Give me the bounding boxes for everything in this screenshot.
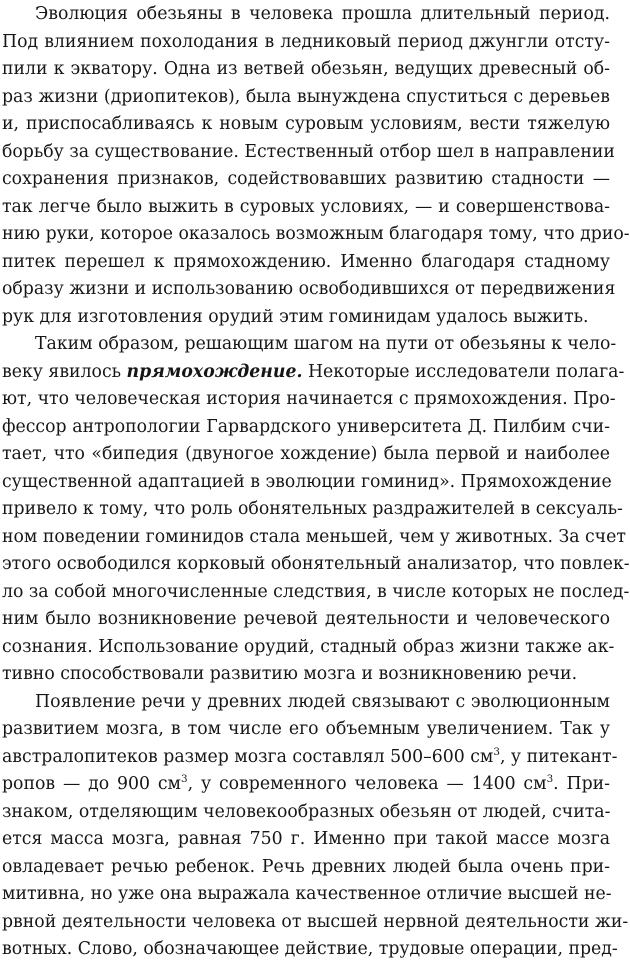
text-line: ним было возникновение речевой деятельности и человеческого <box>2 609 610 629</box>
text-line: сохранения признаков, содействовавших развитию стадности — <box>2 169 610 189</box>
text-line: ном поведении гоминидов стала меньшей, чем у животных. За счет <box>2 526 626 547</box>
text-line: Под влиянием похолодания в ледниковый период джунгли отсту- <box>2 31 610 52</box>
text-line: ется масса мозга, равная 750 г. Именно при такой массе мозга <box>2 829 610 849</box>
text-line: тивно способствовали развитию мозга и возникновению речи. <box>2 664 578 684</box>
text-line: и, приспосабливаясь к новым суровым условиям, вести тяжелую <box>2 114 610 134</box>
text-line: митивна, но уже она выражала качественное отличие высшей не- <box>2 884 612 904</box>
text-line: раз жизни (дриопитеков), была вынуждена спуститься с деревьев <box>2 86 610 107</box>
text-line: знаком, отделяющим человекообразных обезьян от людей, счита- <box>2 801 611 822</box>
text-line: сознания. Использование орудий, стадный образ жизни также ак- <box>2 636 615 657</box>
text-line: тает, что «бипедия (двуногое хождение) была первой и наиболее <box>2 444 610 464</box>
text-line: овладевает речью ребенок. Речь древних людей была очень при- <box>2 856 610 877</box>
text-line: Эволюция обезьяны в человека прошла длительный период. <box>35 4 610 24</box>
emphasized-term: прямохождение. <box>126 361 303 382</box>
text-line: Появление речи у древних людей связывают с эволюционным <box>35 691 610 712</box>
text-line: рук для изготовления орудий этим гоминидам удалось выжить. <box>2 306 589 327</box>
text-line: вотных. Слово, обозначающее действие, трудовые операции, пред- <box>2 939 618 959</box>
text-line: существенной адаптацией в эволюции гоминид». Прямохождение <box>2 471 612 492</box>
superscript: 3 <box>546 773 554 786</box>
text-line: австралопитеков размер мозга составлял 500–600 $см^3$, у питекант- <box>2 745 618 767</box>
text-line: фессор антропологии Гарвардского университета Д. Пилбим счи- <box>2 416 610 437</box>
text-line: рвной деятельности человека от высшей нервной деятельности жи- <box>2 911 629 932</box>
text-line: развитием мозга, в том числе его объемным увеличением. Так у <box>2 719 610 739</box>
text-line: этого освободился корковый обонятельный анализатор, что повлек- <box>2 554 630 574</box>
text-line: привело к тому, что роль обонятельных раздражителей в сексуаль- <box>2 499 623 519</box>
text-line: нию руки, которое оказалось возможным благодаря тому, что дрио- <box>2 224 630 244</box>
text-line: питек перешел к прямохождению. Именно благодаря стадному <box>2 251 610 272</box>
text-line: веку явилось прямохождение. Некоторые исследователи полага- <box>2 361 625 382</box>
text-line: образу жизни и использованию освободившихся от передвижения <box>2 279 616 299</box>
superscript: 3 <box>181 773 188 786</box>
text-line: так легче было выжить в суровых условиях, — и совершенствова- <box>2 196 610 217</box>
text-line: ло за собой многочисленные следствия, в числе которых не послед- <box>2 581 630 602</box>
text-line: пили к экватору. Одна из ветвей обезьян, ведущих древесный об- <box>2 59 610 79</box>
text-line: борьбу за существование. Естественный отбор шел в направлении <box>2 141 615 162</box>
superscript: 3 <box>493 745 500 758</box>
text-line: Таким образом, решающим шагом на пути от обезьяны к чело- <box>35 334 617 354</box>
text-line: ют, что человеческая история начинается с прямохождения. Про- <box>2 389 616 409</box>
text-line: ропов — до 900 $см^3$, у современного человека — 1400 $см^3$. При- <box>2 773 610 794</box>
